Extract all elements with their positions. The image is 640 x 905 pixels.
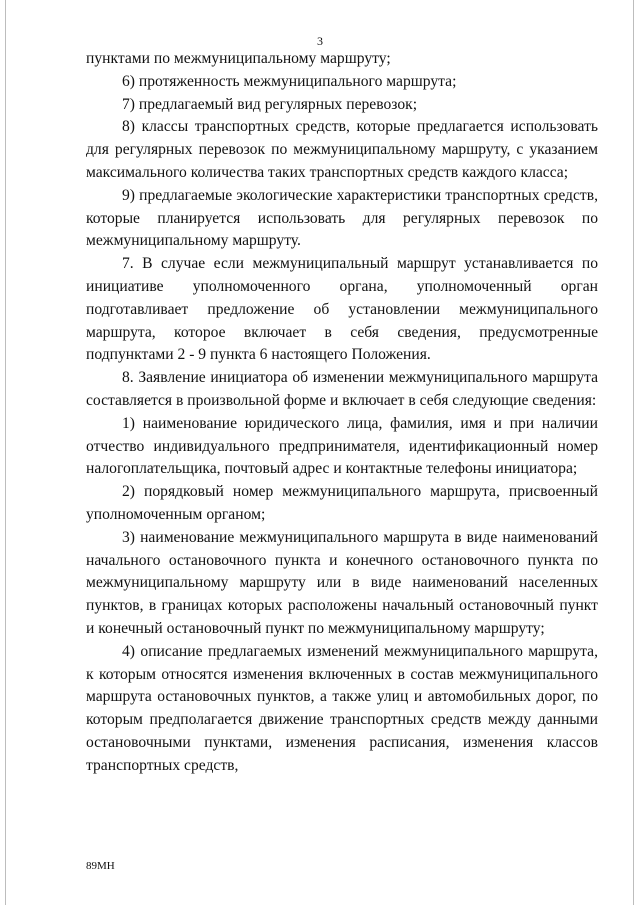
paragraph-item-8: 8) классы транспортных средств, которые предлагается использовать для регулярных перевозок по межмуниципальному маршруту, с указанием максимального количества таких транспортных средств каждого класса; — [86, 118, 598, 181]
paragraph-clause-7: 7. В случае если межмуниципальный маршрут устанавливается по инициативе уполномоченного органа, уполномоченный орган подготавливает предложение об установлении межмуниципального маршрута, которое включает в себя сведения, предусмотренные подпунктами 2 - 9 пункта 6 настоящего Положения. — [86, 255, 598, 364]
paragraph-subitem-1: 1) наименование юридического лица, фамилия, имя и при наличии отчество индивидуального предпринимателя, идентификационный номер налогоплательщика, почтовый адрес и контактные телефоны инициатора; — [86, 414, 598, 478]
paragraph-subitem-2: 2) порядковый номер межмуниципального маршрута, присвоенный уполномоченным органом; — [86, 483, 598, 523]
document-body — [86, 48, 598, 778]
paragraph-item-6: 6) протяженность межмуниципального маршрута; — [122, 72, 457, 90]
paragraph-item-9: 9) предлагаемые экологические характеристики транспортных средств, которые планируется использовать для регулярных перевозок по межмуниципальному маршруту. — [86, 186, 598, 250]
paragraph-continuation: пунктами по межмуниципальному маршруту; — [86, 50, 391, 67]
paragraph-subitem-4: 4) описание предлагаемых изменений межмуниципального маршрута, к которым относятся изменения включенных в состав межмуниципального маршрута остановочных пунктов, а также улиц и автомобильных дорог, по которым предполагается движение транспортных средств между данными остановочными пунктами, изменения расписания, изменения классов транспортных средств, — [86, 642, 598, 774]
paragraph-subitem-3: 3) наименование межмуниципального маршрута в виде наименований начального остановочного пункта и конечного остановочного пункта по межмуниципальному маршруту или в виде наименований населенных пунктов, в границах которых расположены начальный остановочный пункт и конечный остановочный пункт по межмуниципальному маршруту; — [86, 528, 598, 637]
scan-margin-line-left — [5, 0, 6, 905]
paragraph-clause-8: 8. Заявление инициатора об изменении межмуниципального маршрута составляется в произвольной форме и включает в себя следующие сведения: — [86, 369, 598, 409]
document-code: 89МН — [86, 860, 115, 872]
scan-margin-line-right — [633, 0, 634, 905]
page-number: 3 — [317, 34, 323, 48]
paragraph-item-7: 7) предлагаемый вид регулярных перевозок; — [122, 95, 418, 113]
